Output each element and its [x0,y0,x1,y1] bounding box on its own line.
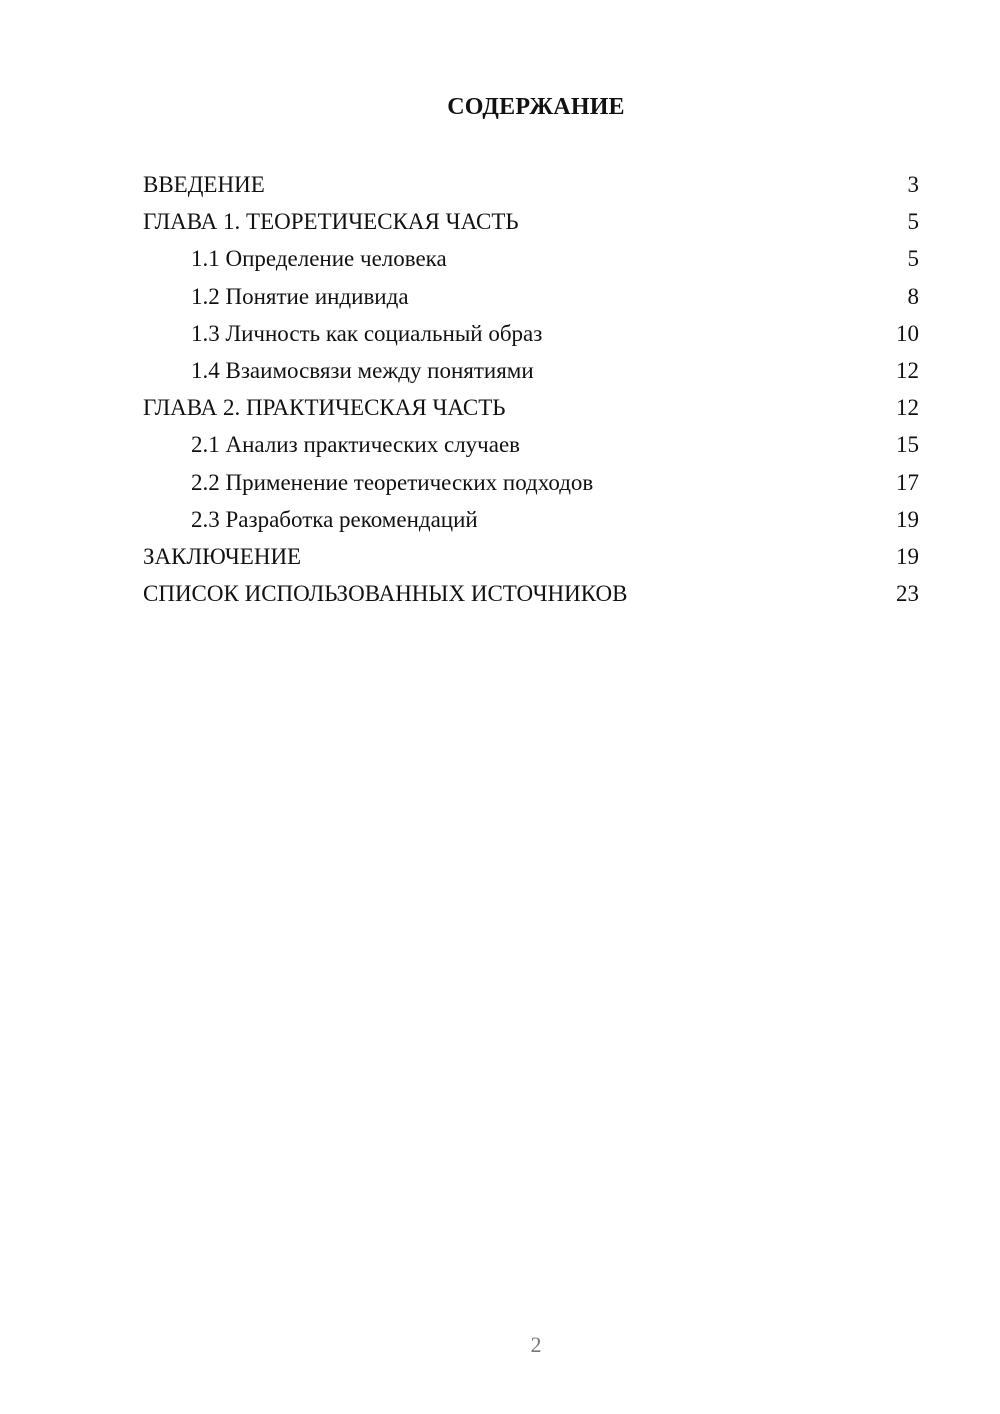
toc-entry-section-2-3 [143,501,919,538]
toc-entry-section-1-1 [143,240,919,277]
toc-entry-introduction [143,166,919,203]
toc-entry-chapter-2 [143,389,919,426]
toc-entry-section-2-1 [143,426,919,463]
toc-entry-label: ВВЕДЕНИЕ [143,172,265,197]
toc-entry-page: 8 [907,283,919,309]
toc-entry-chapter-1 [143,203,919,240]
toc-entry-section-1-4 [143,352,919,389]
toc-entry-label: 2.2 Применение теоретических подходов [191,469,594,495]
table-of-contents [143,166,919,612]
toc-entry-section-1-3 [143,315,919,352]
toc-entry-label: ЗАКЛЮЧЕНИЕ [143,543,302,569]
toc-entry-label: 2.3 Разработка рекомендаций [191,506,478,532]
page-number: 2 [530,1332,542,1357]
toc-entry-references [143,575,919,612]
toc-entry-label: ГЛАВА 2. ПРАКТИЧЕСКАЯ ЧАСТЬ [143,395,506,421]
toc-entry-label: СПИСОК ИСПОЛЬЗОВАННЫХ ИСТОЧНИКОВ [143,581,628,607]
toc-entry-page: 23 [896,581,919,607]
toc-entry-page: 19 [896,543,919,569]
toc-entry-page: 17 [896,469,919,495]
toc-entry-label: 1.4 Взаимосвязи между понятиями [191,357,534,383]
toc-entry-label: 2.1 Анализ практических случаев [191,432,521,458]
toc-entry-page: 15 [896,432,919,458]
toc-entry-page: 3 [907,172,919,197]
toc-entry-page: 12 [896,395,919,421]
toc-entry-label: 1.2 Понятие индивида [191,283,409,309]
toc-entry-page: 5 [907,209,919,235]
toc-entry-label: 1.1 Определение человека [191,246,447,272]
toc-entry-section-2-2 [143,464,919,501]
toc-entry-page: 5 [907,246,919,272]
toc-title: СОДЕРЖАНИЕ [447,94,625,120]
toc-entry-section-1-2 [143,278,919,315]
toc-entry-label: ГЛАВА 1. ТЕОРЕТИЧЕСКАЯ ЧАСТЬ [143,209,519,235]
toc-entry-conclusion [143,538,919,575]
toc-entry-page: 12 [896,357,919,383]
toc-entry-page: 10 [896,320,919,346]
toc-entry-label: 1.3 Личность как социальный образ [191,320,543,346]
toc-entry-page: 19 [896,506,919,532]
